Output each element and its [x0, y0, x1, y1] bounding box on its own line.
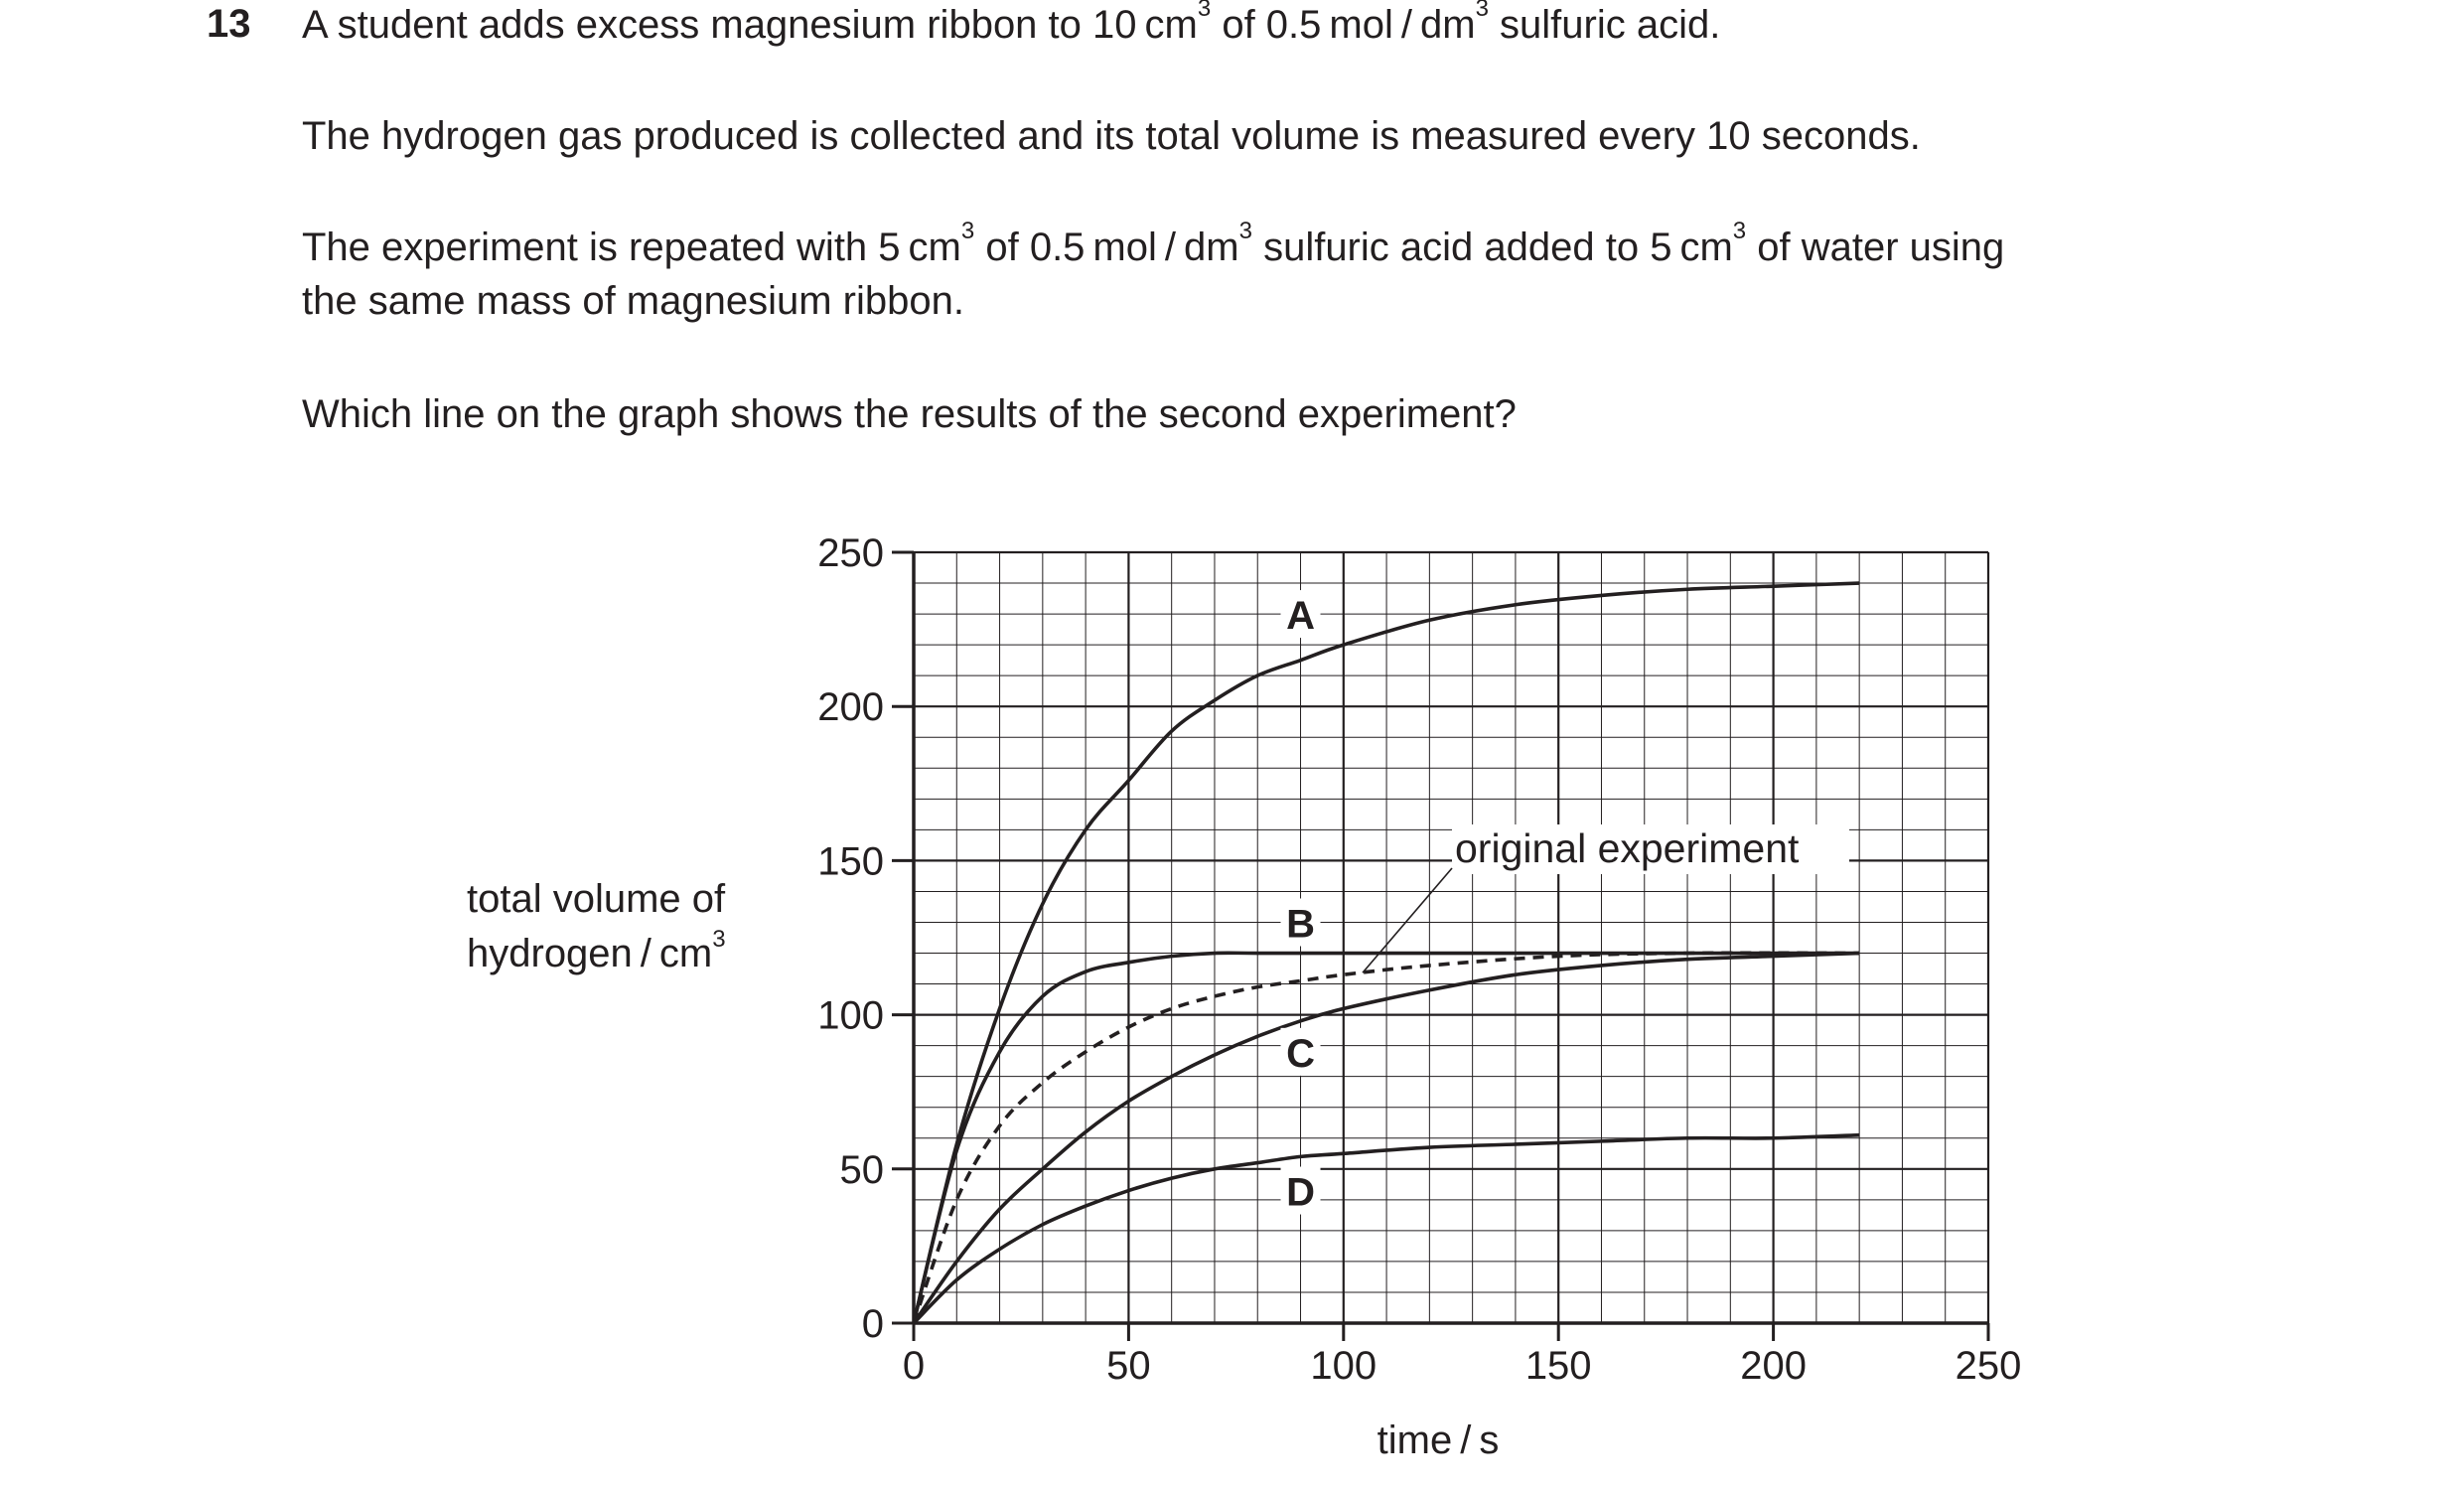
x-tick-label: 0 [902, 1344, 926, 1388]
y-tick-label: 0 [861, 1302, 884, 1346]
y-tick-label: 50 [839, 1147, 884, 1192]
y-tick-label: 150 [817, 839, 884, 884]
annotation-original-experiment: original experiment [1455, 825, 1800, 871]
x-tick-label: 250 [1955, 1344, 2022, 1388]
y-axis-label-line-2: hydrogen / cm [467, 932, 713, 975]
y-axis-label-line-1: total volume of [467, 877, 726, 921]
question-number: 13 [207, 2, 251, 46]
annotation-leader-line [1363, 868, 1452, 972]
text-segment: the same mass of magnesium ribbon. [302, 279, 964, 323]
superscript: 3 [1238, 218, 1252, 244]
text-segment: A student adds excess magnesium ribbon to 10 cm [302, 3, 1198, 47]
text-segment: sulfuric acid added to 5 cm [1251, 225, 1733, 269]
x-tick-label: 50 [1106, 1344, 1151, 1388]
question-line-2: The hydrogen gas produced is collected and its total volume is measured every 10 seconds. [302, 114, 1921, 158]
superscript: 3 [712, 926, 726, 953]
text-segment: The experiment is repeated with 5 cm [302, 225, 961, 269]
x-tick-label: 200 [1740, 1344, 1807, 1388]
line-label-c: C [1286, 1031, 1315, 1076]
line-label-b: B [1286, 902, 1315, 947]
text-segment: of water using [1746, 225, 2005, 269]
line-label-d: D [1286, 1170, 1315, 1215]
superscript: 3 [960, 218, 975, 244]
superscript: 3 [1197, 0, 1212, 22]
text-segment: of 0.5 mol / dm [1211, 3, 1476, 47]
text-segment: of 0.5 mol / dm [974, 225, 1239, 269]
superscript: 3 [1475, 0, 1489, 22]
line-label-a: A [1286, 594, 1315, 639]
x-tick-label: 100 [1310, 1344, 1377, 1388]
y-tick-label: 250 [817, 531, 884, 575]
x-axis-label: time / s [1377, 1418, 1500, 1462]
x-tick-label: 150 [1524, 1344, 1592, 1388]
question-line-5: Which line on the graph shows the results of the second experiment? [302, 392, 1517, 436]
y-tick-label: 100 [817, 993, 884, 1038]
y-tick-label: 200 [817, 685, 884, 730]
text-segment: sulfuric acid. [1488, 3, 1721, 47]
superscript: 3 [1732, 218, 1747, 244]
